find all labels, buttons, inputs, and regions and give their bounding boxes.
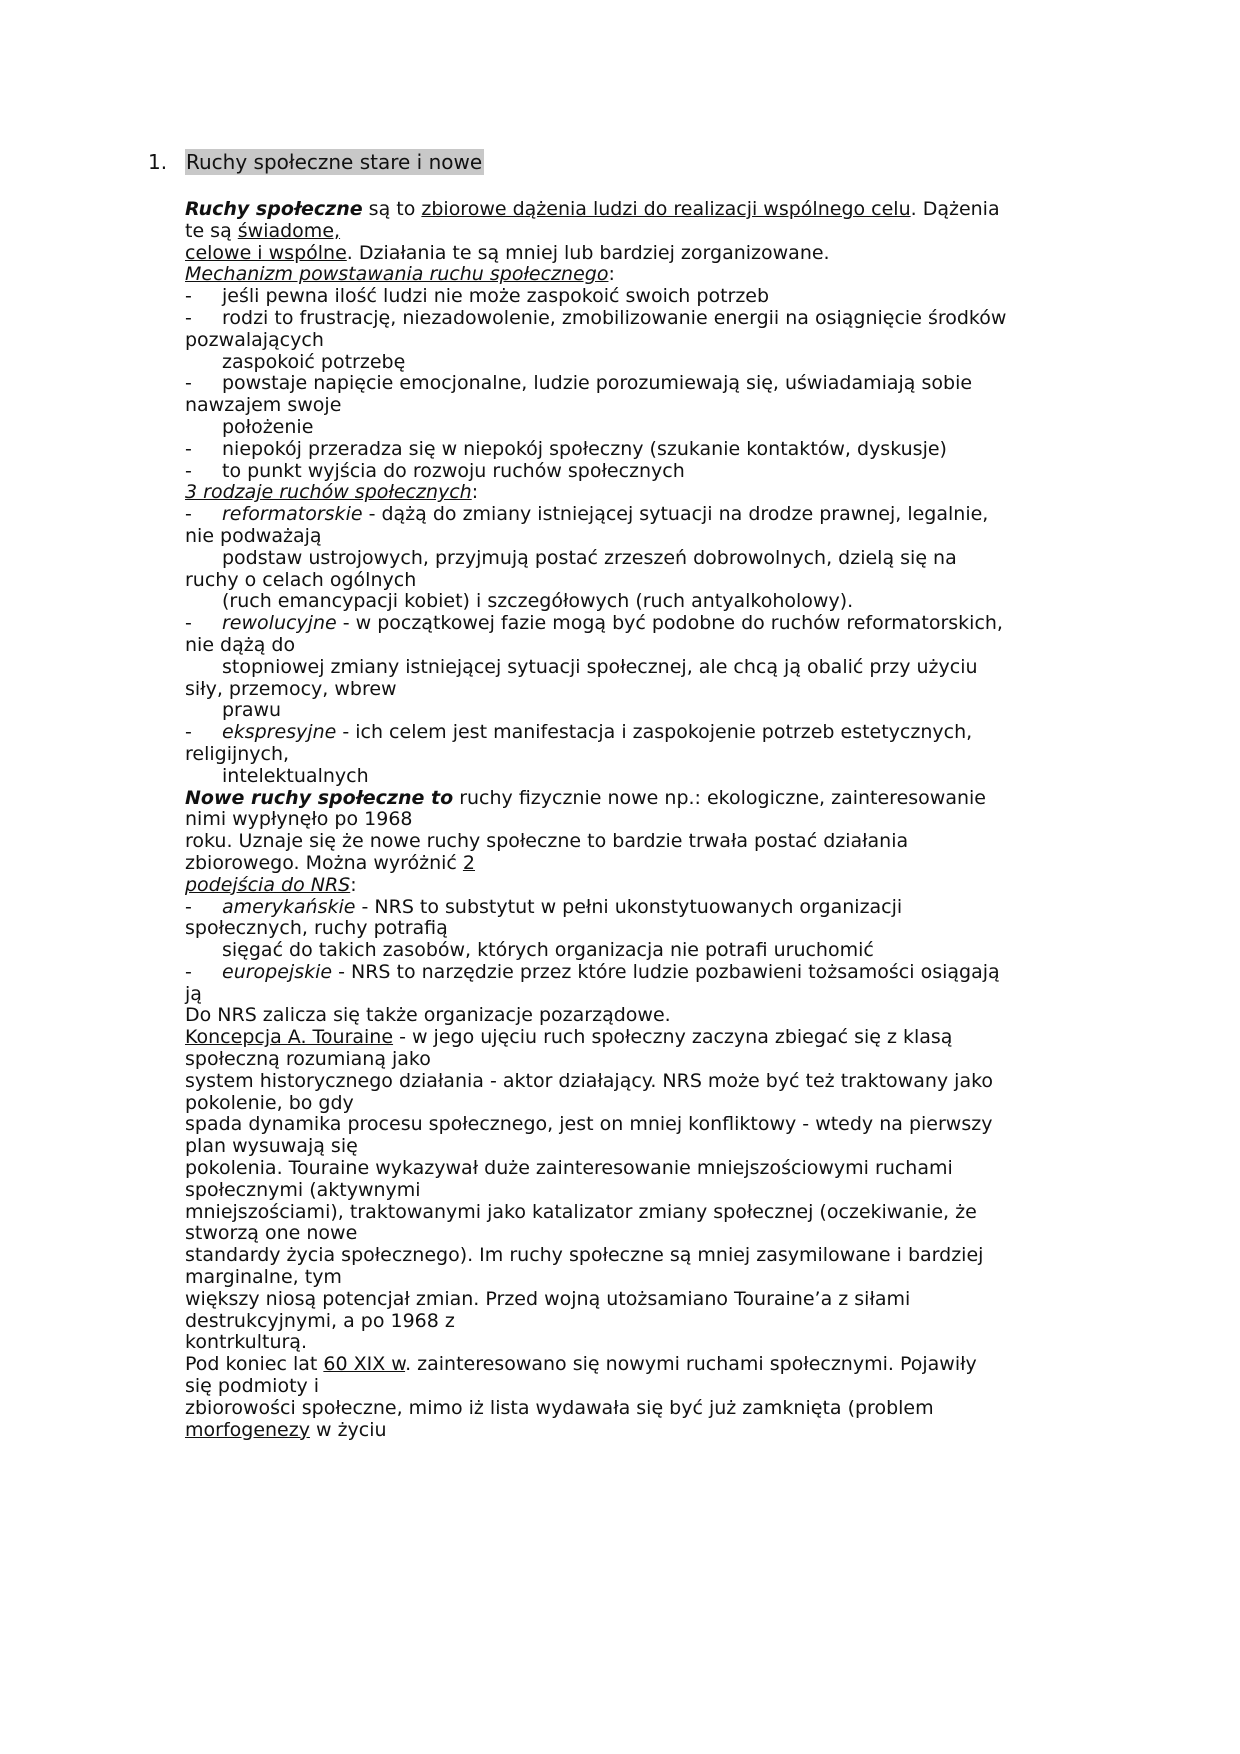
bullet-dash: - <box>185 437 192 460</box>
text-segment: - NRS to substytut w pełni ukonstytuowanych organizacji <box>355 895 903 918</box>
text-segment: Pod koniec lat <box>185 1353 324 1376</box>
text-segment: podstaw ustrojowych, przyjmują postać zrzeszeń dobrowolnych, dzielą się na <box>222 546 957 569</box>
text-segment: pozwalających <box>185 328 324 351</box>
bullet-line <box>185 897 1085 919</box>
text-line <box>185 744 1085 766</box>
italic-term: europejskie <box>222 960 333 983</box>
text-segment: stopniowej zmiany istniejącej sytuacji społecznej, ale chcą ją obalić przy użyciu <box>222 655 978 678</box>
text-segment: stworzą one nowe <box>185 1222 358 1245</box>
bullet-dash: - <box>185 306 192 329</box>
text-segment: intelektualnych <box>222 764 369 787</box>
section-heading <box>148 149 484 175</box>
text-segment: Do NRS zalicza się także organizacje pozarządowe. <box>185 1004 671 1027</box>
text-line <box>185 395 1085 417</box>
text-segment: się podmioty i <box>185 1375 320 1398</box>
text-line <box>185 264 1085 286</box>
text-line <box>185 809 1085 831</box>
text-segment: - w początkowej fazie mogą być podobne do ruchów reformatorskich, <box>336 612 1003 635</box>
text-segment: : <box>608 263 615 286</box>
bullet-dash: - <box>185 895 192 918</box>
text-line <box>185 1158 1085 1180</box>
text-line <box>185 1354 1085 1376</box>
underlined-text: 3 rodzaje ruchów społecznych <box>185 481 472 504</box>
text-segment: rodzi to frustrację, niezadowolenie, zmobilizowanie energii na osiągnięcie środków <box>222 306 1007 329</box>
bullet-line <box>185 461 1085 483</box>
text-line <box>185 243 1085 265</box>
text-line <box>185 330 1085 352</box>
text-line <box>185 526 1085 548</box>
bullet-dash: - <box>185 459 192 482</box>
text-line <box>185 352 1085 374</box>
text-line <box>185 1027 1085 1049</box>
text-segment: religijnych, <box>185 742 290 765</box>
text-segment: nie dążą do <box>185 633 296 656</box>
text-segment: społecznych, ruchy potrafią <box>185 917 448 940</box>
underlined-text: celowe i wspólne <box>185 241 347 264</box>
text-segment: marginalne, tym <box>185 1266 342 1289</box>
text-line <box>185 831 1085 853</box>
text-line <box>185 417 1085 439</box>
text-line <box>185 1049 1085 1071</box>
text-line <box>185 788 1085 810</box>
bullet-dash: - <box>185 372 192 395</box>
text-line <box>185 1420 1085 1442</box>
text-segment: plan wysuwają się <box>185 1135 358 1158</box>
text-segment: (ruch emancypacji kobiet) i szczegółowych (ruch antyalkoholowy). <box>222 590 854 613</box>
text-segment: to punkt wyjścia do rozwoju ruchów społecznych <box>222 459 685 482</box>
underlined-text: podejścia do NRS <box>185 873 351 896</box>
text-segment: większy niosą potencjał zmian. Przed wojną utożsamiano Touraine’a z siłami <box>185 1287 911 1310</box>
text-segment: zaspokoić potrzebę <box>222 350 406 373</box>
text-segment: - dążą do zmiany istniejącej sytuacji na drodze prawnej, legalnie, <box>362 503 989 526</box>
text-segment: zbiorowości społeczne, mimo iż lista wydawała się być już zamknięta (problem <box>185 1396 934 1419</box>
text-line <box>185 700 1085 722</box>
text-segment: : <box>471 481 479 504</box>
text-segment: prawu <box>222 699 282 722</box>
text-segment: destrukcyjnymi, a po 1968 z <box>185 1309 455 1332</box>
text-line <box>185 657 1085 679</box>
underlined-text: zbiorowe dążenia ludzi do realizacji wspólnego celu <box>421 198 911 220</box>
bullet-dash: - <box>185 721 192 744</box>
bold-term: Nowe ruchy społeczne to <box>185 786 454 809</box>
text-segment: - ich celem jest manifestacja i zaspokojenie potrzeb estetycznych, <box>336 721 973 744</box>
text-segment: są to <box>362 198 422 220</box>
text-line <box>185 1071 1085 1093</box>
text-segment: ruchy fizycznie nowe np.: ekologiczne, zainteresowanie <box>453 786 986 809</box>
text-segment: - w jego ujęciu ruch społeczny zaczyna zbiegać się z klasą <box>393 1026 953 1049</box>
text-segment: pokolenie, bo gdy <box>185 1091 354 1114</box>
text-line <box>185 1267 1085 1289</box>
text-line <box>185 940 1085 962</box>
italic-term: amerykańskie <box>222 895 356 918</box>
text-line <box>185 1332 1085 1354</box>
bullet-dash: - <box>185 960 192 983</box>
text-line <box>185 221 1085 243</box>
text-segment: mniejszościami), traktowanymi jako katalizator zmiany społecznej (oczekiwanie, że <box>185 1200 977 1223</box>
bullet-dash: - <box>185 285 192 308</box>
bullet-line <box>185 439 1085 461</box>
text-segment: społeczną rozumianą jako <box>185 1048 431 1071</box>
bullet-line <box>185 722 1085 744</box>
text-segment: powstaje napięcie emocjonalne, ludzie porozumiewają się, uświadamiają sobie <box>222 372 973 395</box>
text-segment: nie podważają <box>185 524 322 547</box>
text-line <box>185 1245 1085 1267</box>
italic-term: reformatorskie <box>222 503 363 526</box>
text-line <box>185 591 1085 613</box>
text-line <box>185 570 1085 592</box>
bullet-line <box>185 373 1085 395</box>
text-segment: ruchy o celach ogólnych <box>185 568 417 591</box>
italic-term: rewolucyjne <box>222 612 337 635</box>
text-segment: . Dążenia <box>910 198 1000 220</box>
text-segment: . zainteresowano się nowymi ruchami społecznymi. Pojawiły <box>405 1353 977 1376</box>
bullet-dash: - <box>185 503 192 526</box>
text-line <box>185 1289 1085 1311</box>
text-line <box>185 1180 1085 1202</box>
text-line <box>185 1093 1085 1115</box>
text-line <box>185 679 1085 701</box>
text-segment: roku. Uznaje się że nowe ruchy społeczne to bardzie trwała postać działania <box>185 830 909 853</box>
text-line <box>185 1114 1085 1136</box>
text-line <box>185 635 1085 657</box>
text-line <box>185 1376 1085 1398</box>
text-segment: - NRS to narzędzie przez które ludzie pozbawieni tożsamości osiągają <box>332 960 1000 983</box>
text-segment: system historycznego działania - aktor działający. NRS może być też traktowany jako <box>185 1069 994 1092</box>
bullet-line <box>185 613 1085 635</box>
text-segment: . Działania te są mniej lub bardziej zorganizowane. <box>346 241 830 264</box>
bullet-line <box>185 962 1085 984</box>
text-line <box>185 1311 1085 1333</box>
heading-number: 1. <box>148 150 168 174</box>
text-segment: nawzajem swoje <box>185 394 342 417</box>
text-segment: w życiu <box>309 1418 387 1441</box>
text-line <box>185 853 1085 875</box>
underlined-text: 2 <box>462 851 476 874</box>
text-line <box>185 1398 1085 1420</box>
underlined-text: Koncepcja A. Touraine <box>185 1026 394 1049</box>
text-line <box>185 548 1085 570</box>
text-segment: spada dynamika procesu społecznego, jest on mniej konfliktowy - wtedy na pierwszy <box>185 1113 993 1136</box>
text-segment: pokolenia. Touraine wykazywał duże zainteresowanie mniejszościowymi ruchami <box>185 1157 953 1180</box>
text-line <box>185 918 1085 940</box>
underlined-text: Mechanizm powstawania ruchu społecznego <box>185 263 609 286</box>
text-line <box>185 875 1085 897</box>
bullet-line <box>185 504 1085 526</box>
italic-term: ekspresyjne <box>222 721 337 744</box>
text-line <box>185 482 1085 504</box>
text-segment: zbiorowego. Można wyróżnić <box>185 851 463 874</box>
text-line <box>185 199 1085 221</box>
text-segment: siły, przemocy, wbrew <box>185 677 397 700</box>
text-segment: kontrkulturą. <box>185 1331 307 1354</box>
bullet-line <box>185 286 1085 308</box>
bullet-dash: - <box>185 612 192 635</box>
bold-term: Ruchy społeczne <box>185 198 363 220</box>
text-segment: : <box>350 873 357 896</box>
text-segment: jeśli pewna ilość ludzi nie może zaspokoić swoich potrzeb <box>222 285 770 308</box>
text-segment: nimi wypłynęło po 1968 <box>185 808 413 831</box>
text-line <box>185 1136 1085 1158</box>
underlined-text: 60 XIX w <box>323 1353 406 1376</box>
text-segment: standardy życia społecznego). Im ruchy społeczne są mniej zasymilowane i bardziej <box>185 1244 984 1267</box>
bullet-line <box>185 308 1085 330</box>
heading-title: Ruchy społeczne stare i nowe <box>186 150 483 174</box>
underlined-text: morfogenezy <box>185 1418 310 1441</box>
text-line <box>185 984 1085 1006</box>
text-segment: te są <box>185 219 238 242</box>
text-segment: społecznymi (aktywnymi <box>185 1178 421 1201</box>
text-segment: położenie <box>222 415 314 438</box>
text-segment: ją <box>185 982 202 1005</box>
document-body <box>185 199 1085 1441</box>
text-line <box>185 1223 1085 1245</box>
text-line <box>185 1202 1085 1224</box>
text-segment: sięgać do takich zasobów, których organizacja nie potrafi uruchomić <box>222 939 874 962</box>
text-line <box>185 1005 1085 1027</box>
text-segment: niepokój przeradza się w niepokój społeczny (szukanie kontaktów, dyskusje) <box>222 437 947 460</box>
text-line <box>185 766 1085 788</box>
underlined-text: świadome, <box>237 219 341 242</box>
